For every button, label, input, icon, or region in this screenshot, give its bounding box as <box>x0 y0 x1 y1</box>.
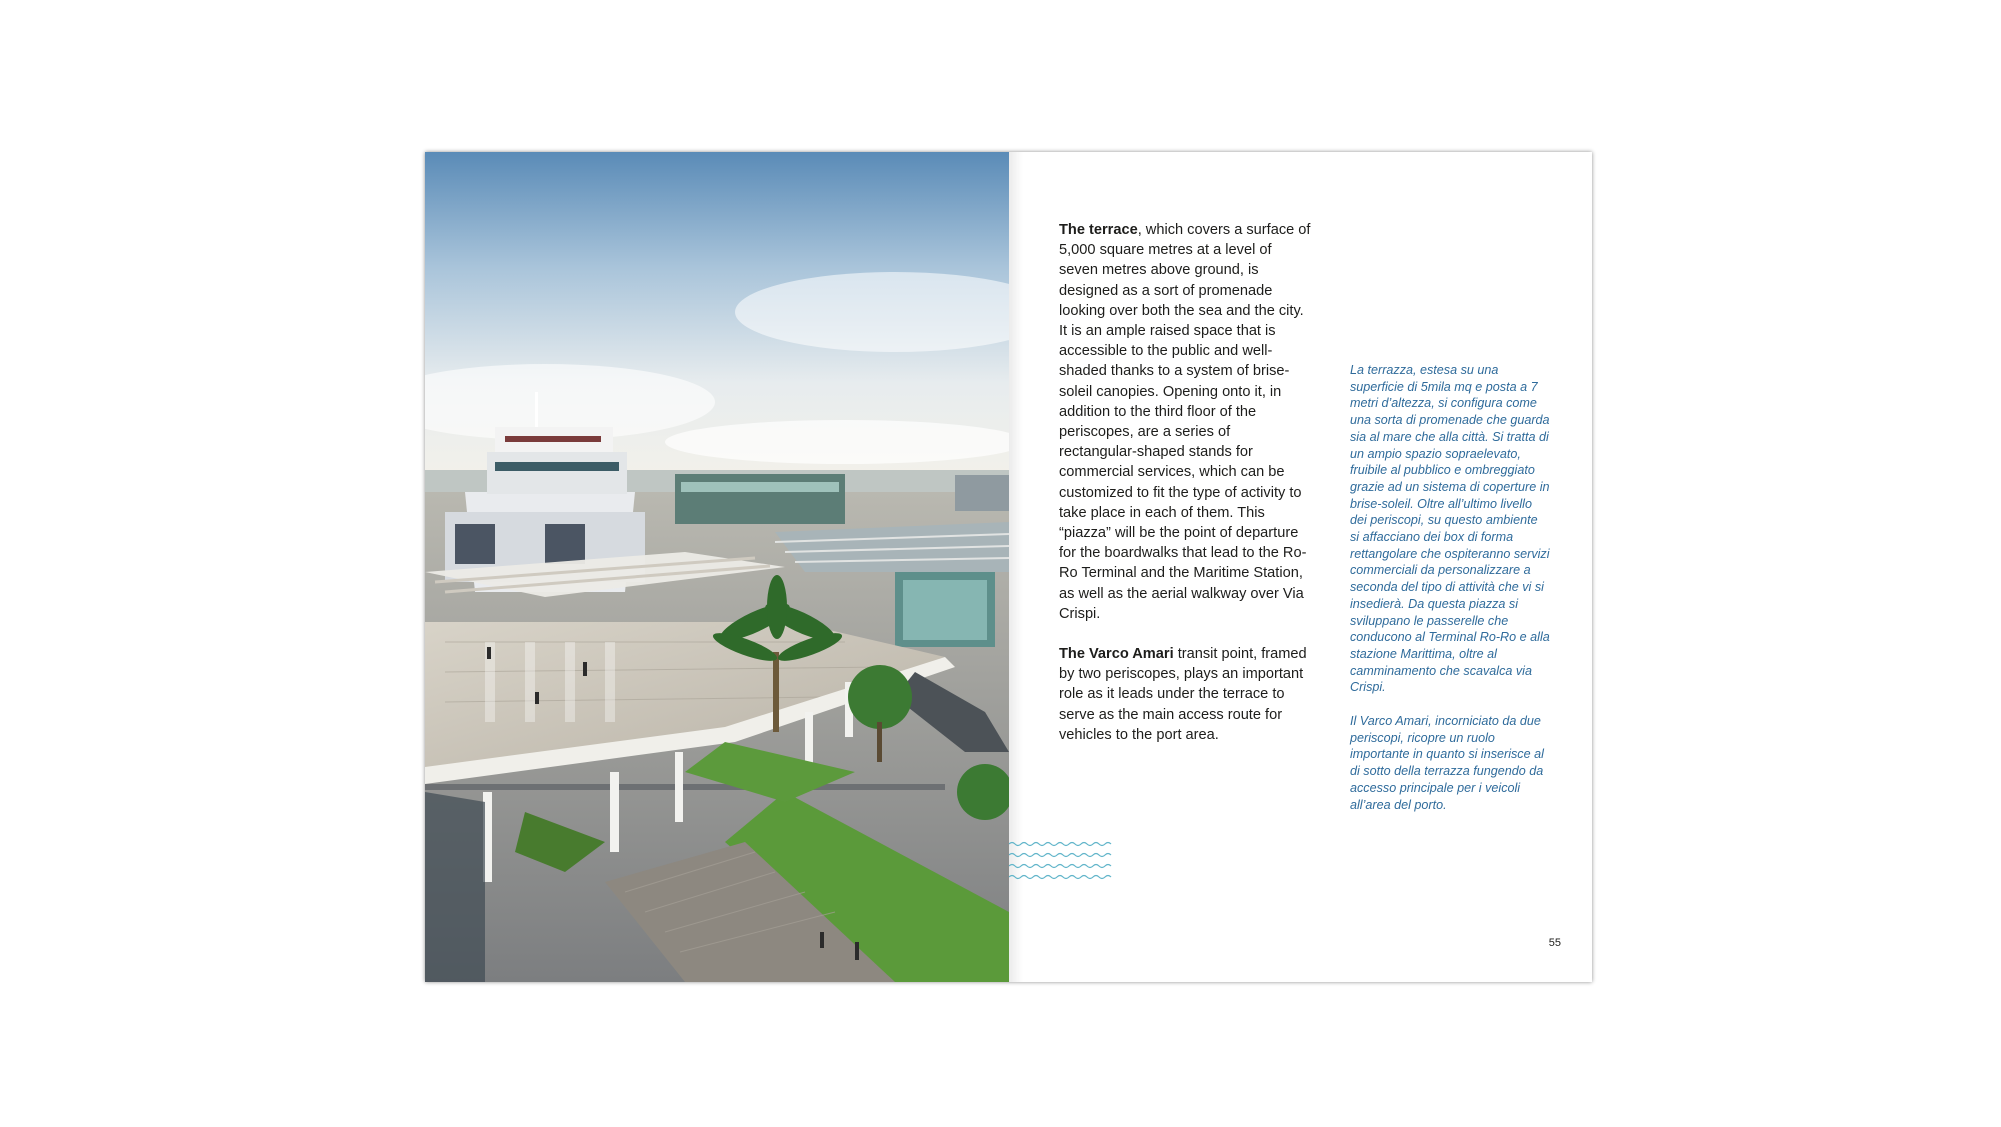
italian-text-column <box>1350 362 1550 830</box>
english-text-column <box>1059 220 1311 765</box>
right-page <box>1009 152 1592 982</box>
italian-paragraph-terrazza: La terrazza, estesa su una superficie di 5mila mq e posta a 7 metri d’altezza, si configura come una sorta di promenade che guarda sia al mare che alla città. Si tratta di un ampio spazio sopraelevato, fruibile al pubblico e ombreggiato grazie ad un sistema di coperture in brise-soleil. Oltre all’ultimo livello dei periscopi, su questo ambiente si affacciano dei box di forma rettangolare che ospiteranno servizi commerciali da personalizzare a seconda del tipo di attività che vi si insedierà. Da questa piazza si sviluppano le passerelle che conducono al Terminal Ro-Ro e alla stazione Marittima, oltre al camminamento che scavalca via Crispi. <box>1350 363 1550 695</box>
terrace-lead: The terrace <box>1059 222 1138 238</box>
italian-paragraph-varco-amari: Il Varco Amari, incorniciato da due periscopi, ricopre un ruolo importante in quanto si inserisce al di sotto della terrazza fungendo da accesso principale per i veicoli all’area del porto. <box>1350 714 1544 812</box>
wave-decoration-icon <box>1009 840 1115 880</box>
varco-amari-body: transit point, framed by two periscopes, plays an important role as it leads under the terrace to serve as the main access route for vehicles to the port area. <box>1059 646 1307 743</box>
english-paragraph-varco-amari <box>1059 644 1311 745</box>
terrace-body: , which covers a surface of 5,000 square metres at a level of seven metres above ground, is designed as a sort of promenade looking over both the sea and the city. It is an ample raised space that is accessible to the public and well-shaded thanks to a system of brise-soleil canopies. Opening onto it, in addition to the third floor of the periscopes, are a series of rectangular-shaped stands for commercial services, which can be customized to fit the type of activity to take place in each of them. This “piazza” will be the point of departure for the boardwalks that lead to the Ro-Ro Terminal and the Maritime Station, as well as the aerial walkway over Via Crispi. <box>1059 222 1311 622</box>
english-paragraph-terrace <box>1059 220 1311 624</box>
page-number: 55 <box>1548 937 1561 949</box>
varco-amari-lead: The Varco Amari <box>1059 646 1174 663</box>
book-spread <box>425 152 1592 982</box>
port-terrace-rendering <box>425 152 1009 982</box>
